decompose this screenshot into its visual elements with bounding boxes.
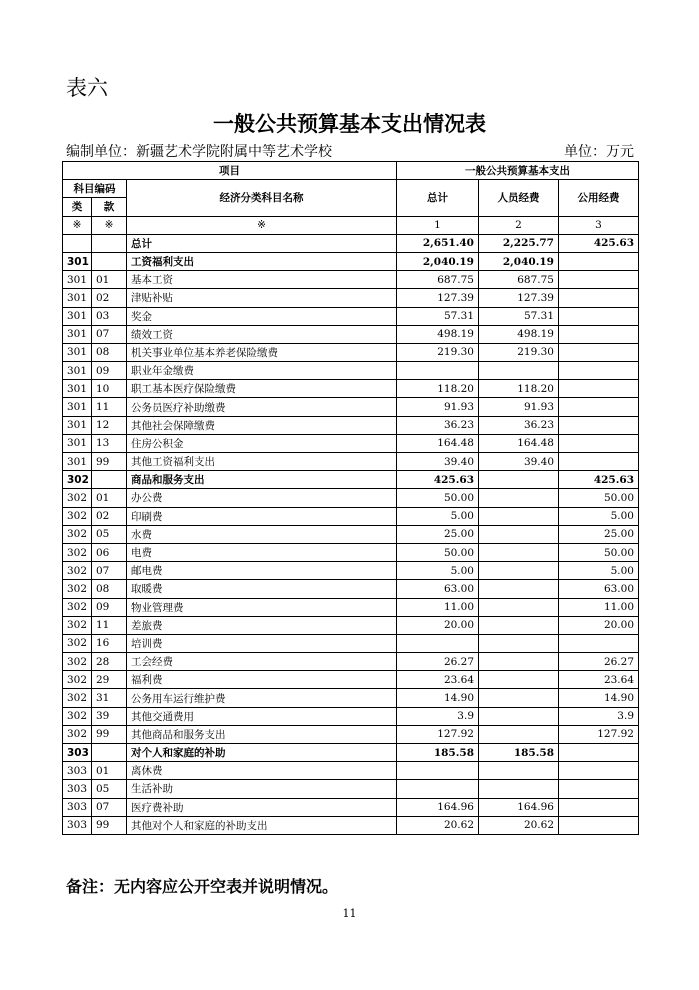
class-code-cell: 301 xyxy=(63,362,92,380)
class-code-cell: 301 xyxy=(63,416,92,434)
personnel-cell xyxy=(479,707,559,725)
class-code-cell: 302 xyxy=(63,543,92,561)
public-cell: 50.00 xyxy=(559,543,639,561)
item-code-cell: 02 xyxy=(92,289,127,307)
subject-name-cell: 商品和服务支出 xyxy=(127,471,397,489)
class-code-cell xyxy=(63,234,92,252)
table-row xyxy=(63,653,639,671)
personnel-cell xyxy=(479,543,559,561)
table-row xyxy=(63,289,639,307)
table-row xyxy=(63,580,639,598)
total-cell: 50.00 xyxy=(397,489,479,507)
public-cell: 63.00 xyxy=(559,580,639,598)
subject-name-cell: 培训费 xyxy=(127,634,397,652)
class-code-cell: 302 xyxy=(63,671,92,689)
budget-table xyxy=(62,161,639,835)
public-cell xyxy=(559,762,639,780)
item-code-cell: 07 xyxy=(92,562,127,580)
subject-name-cell: 津贴补贴 xyxy=(127,289,397,307)
subject-name-cell: 工会经费 xyxy=(127,653,397,671)
class-code-cell: 302 xyxy=(63,562,92,580)
total-cell: 11.00 xyxy=(397,598,479,616)
class-code-cell: 303 xyxy=(63,762,92,780)
public-cell: 50.00 xyxy=(559,489,639,507)
personnel-cell: 2,225.77 xyxy=(479,234,559,252)
public-cell: 5.00 xyxy=(559,562,639,580)
table-label: 表六 xyxy=(66,76,108,100)
total-cell: 23.64 xyxy=(397,671,479,689)
item-code-cell: 11 xyxy=(92,398,127,416)
subject-name-cell: 办公费 xyxy=(127,489,397,507)
item-code-cell: 08 xyxy=(92,343,127,361)
table-row xyxy=(63,252,639,270)
header-total: 总计 xyxy=(397,180,479,216)
item-code-cell: 11 xyxy=(92,616,127,634)
header-row-4 xyxy=(63,216,639,234)
total-cell xyxy=(397,362,479,380)
class-code-cell: 302 xyxy=(63,653,92,671)
subject-name-cell: 住房公积金 xyxy=(127,434,397,452)
table-row xyxy=(63,398,639,416)
subject-name-cell: 其他工资福利支出 xyxy=(127,453,397,471)
total-cell: 20.00 xyxy=(397,616,479,634)
personnel-cell: 219.30 xyxy=(479,343,559,361)
total-cell: 25.00 xyxy=(397,525,479,543)
subject-name-cell: 福利费 xyxy=(127,671,397,689)
item-code-cell: 07 xyxy=(92,798,127,816)
personnel-cell xyxy=(479,362,559,380)
class-code-cell: 302 xyxy=(63,507,92,525)
page-title: 一般公共预算基本支出情况表 xyxy=(213,112,486,136)
table-row xyxy=(63,362,639,380)
subject-name-cell: 绩效工资 xyxy=(127,325,397,343)
table-row xyxy=(63,707,639,725)
subject-name-cell: 差旅费 xyxy=(127,616,397,634)
personnel-cell xyxy=(479,653,559,671)
public-cell: 26.27 xyxy=(559,653,639,671)
public-cell xyxy=(559,343,639,361)
subject-name-cell: 电费 xyxy=(127,543,397,561)
public-cell: 25.00 xyxy=(559,525,639,543)
personnel-cell: 39.40 xyxy=(479,453,559,471)
header-row-2 xyxy=(63,180,639,198)
subject-name-cell: 其他社会保障缴费 xyxy=(127,416,397,434)
header-project: 项目 xyxy=(63,162,397,180)
subject-name-cell: 职工基本医疗保险缴费 xyxy=(127,380,397,398)
class-code-cell: 301 xyxy=(63,252,92,270)
subject-name-cell: 职业年金缴费 xyxy=(127,362,397,380)
total-cell: 185.58 xyxy=(397,744,479,762)
item-code-cell xyxy=(92,234,127,252)
total-cell: 50.00 xyxy=(397,543,479,561)
personnel-cell: 118.20 xyxy=(479,380,559,398)
class-code-cell: 302 xyxy=(63,525,92,543)
table-row xyxy=(63,234,639,252)
total-cell: 14.90 xyxy=(397,689,479,707)
subject-name-cell: 总计 xyxy=(127,234,397,252)
total-cell: 498.19 xyxy=(397,325,479,343)
public-cell xyxy=(559,453,639,471)
public-cell xyxy=(559,434,639,452)
personnel-cell: 164.96 xyxy=(479,798,559,816)
item-code-cell xyxy=(92,252,127,270)
total-cell: 425.63 xyxy=(397,471,479,489)
total-cell: 127.92 xyxy=(397,725,479,743)
total-cell: 20.62 xyxy=(397,816,479,834)
public-cell xyxy=(559,816,639,834)
public-cell: 14.90 xyxy=(559,689,639,707)
item-code-cell: 01 xyxy=(92,762,127,780)
table-row xyxy=(63,453,639,471)
class-code-cell: 303 xyxy=(63,816,92,834)
mark-cell: ※ xyxy=(92,216,127,234)
subject-name-cell: 公务用车运行维护费 xyxy=(127,689,397,707)
personnel-cell: 687.75 xyxy=(479,271,559,289)
table-row xyxy=(63,489,639,507)
table-row xyxy=(63,562,639,580)
subject-name-cell: 基本工资 xyxy=(127,271,397,289)
public-cell xyxy=(559,744,639,762)
public-cell xyxy=(559,307,639,325)
class-code-cell: 301 xyxy=(63,434,92,452)
col-index-2: 2 xyxy=(479,216,559,234)
item-code-cell: 12 xyxy=(92,416,127,434)
personnel-cell xyxy=(479,689,559,707)
public-cell: 3.9 xyxy=(559,707,639,725)
personnel-cell: 20.62 xyxy=(479,816,559,834)
item-code-cell: 10 xyxy=(92,380,127,398)
total-cell xyxy=(397,780,479,798)
subject-name-cell: 对个人和家庭的补助 xyxy=(127,744,397,762)
total-cell: 91.93 xyxy=(397,398,479,416)
note: 备注：无内容应公开空表并说明情况。 xyxy=(66,877,339,896)
subject-name-cell: 印刷费 xyxy=(127,507,397,525)
personnel-cell: 2,040.19 xyxy=(479,252,559,270)
personnel-cell xyxy=(479,725,559,743)
item-code-cell: 99 xyxy=(92,453,127,471)
personnel-cell: 127.39 xyxy=(479,289,559,307)
table-row xyxy=(63,525,639,543)
item-code-cell: 31 xyxy=(92,689,127,707)
personnel-cell xyxy=(479,489,559,507)
item-code-cell: 29 xyxy=(92,671,127,689)
table-row xyxy=(63,507,639,525)
table-row xyxy=(63,307,639,325)
header-code: 科目编码 xyxy=(63,180,127,198)
personnel-cell xyxy=(479,616,559,634)
item-code-cell: 01 xyxy=(92,489,127,507)
subject-name-cell: 医疗费补助 xyxy=(127,798,397,816)
table-body xyxy=(63,234,639,834)
public-cell: 425.63 xyxy=(559,234,639,252)
org-line xyxy=(66,141,634,161)
public-cell xyxy=(559,634,639,652)
personnel-cell: 91.93 xyxy=(479,398,559,416)
col-index-1: 1 xyxy=(397,216,479,234)
class-code-cell: 302 xyxy=(63,489,92,507)
total-cell: 39.40 xyxy=(397,453,479,471)
total-cell: 219.30 xyxy=(397,343,479,361)
total-cell: 57.31 xyxy=(397,307,479,325)
personnel-cell xyxy=(479,580,559,598)
item-code-cell: 99 xyxy=(92,725,127,743)
item-code-cell: 09 xyxy=(92,598,127,616)
class-code-cell: 302 xyxy=(63,580,92,598)
public-cell xyxy=(559,289,639,307)
class-code-cell: 301 xyxy=(63,289,92,307)
mark-cell: ※ xyxy=(63,216,92,234)
item-code-cell: 99 xyxy=(92,816,127,834)
class-code-cell: 301 xyxy=(63,307,92,325)
table-row xyxy=(63,762,639,780)
header-item: 款 xyxy=(92,198,127,216)
table-row xyxy=(63,343,639,361)
total-cell: 5.00 xyxy=(397,507,479,525)
personnel-cell xyxy=(479,671,559,689)
personnel-cell: 57.31 xyxy=(479,307,559,325)
table-row xyxy=(63,780,639,798)
personnel-cell xyxy=(479,762,559,780)
table-row xyxy=(63,380,639,398)
public-cell xyxy=(559,325,639,343)
table-row xyxy=(63,434,639,452)
public-cell: 20.00 xyxy=(559,616,639,634)
subject-name-cell: 其他交通费用 xyxy=(127,707,397,725)
total-cell: 2,040.19 xyxy=(397,252,479,270)
table-row xyxy=(63,744,639,762)
public-cell: 425.63 xyxy=(559,471,639,489)
item-code-cell xyxy=(92,744,127,762)
subject-name-cell: 工资福利支出 xyxy=(127,252,397,270)
public-cell xyxy=(559,416,639,434)
personnel-cell xyxy=(479,507,559,525)
public-cell: 11.00 xyxy=(559,598,639,616)
public-cell xyxy=(559,780,639,798)
public-cell xyxy=(559,271,639,289)
table-row xyxy=(63,271,639,289)
total-cell: 127.39 xyxy=(397,289,479,307)
table-row xyxy=(63,816,639,834)
public-cell: 5.00 xyxy=(559,507,639,525)
personnel-cell xyxy=(479,562,559,580)
total-cell xyxy=(397,634,479,652)
header-personnel: 人员经费 xyxy=(479,180,559,216)
class-code-cell: 302 xyxy=(63,707,92,725)
subject-name-cell: 奖金 xyxy=(127,307,397,325)
item-code-cell: 02 xyxy=(92,507,127,525)
class-code-cell: 303 xyxy=(63,744,92,762)
header-budget: 一般公共预算基本支出 xyxy=(397,162,639,180)
table-row xyxy=(63,416,639,434)
class-code-cell: 301 xyxy=(63,343,92,361)
item-code-cell: 05 xyxy=(92,780,127,798)
table-row xyxy=(63,471,639,489)
item-code-cell: 16 xyxy=(92,634,127,652)
unit-label: 单位：万元 xyxy=(564,144,634,160)
class-code-cell: 303 xyxy=(63,780,92,798)
org-name: 编制单位：新疆艺术学院附属中等艺术学校 xyxy=(66,144,332,160)
item-code-cell: 06 xyxy=(92,543,127,561)
mark-cell: ※ xyxy=(127,216,397,234)
item-code-cell: 39 xyxy=(92,707,127,725)
subject-name-cell: 其他对个人和家庭的补助支出 xyxy=(127,816,397,834)
public-cell xyxy=(559,362,639,380)
total-cell: 36.23 xyxy=(397,416,479,434)
personnel-cell: 498.19 xyxy=(479,325,559,343)
total-cell: 5.00 xyxy=(397,562,479,580)
personnel-cell xyxy=(479,598,559,616)
col-index-3: 3 xyxy=(559,216,639,234)
class-code-cell: 302 xyxy=(63,725,92,743)
table-row xyxy=(63,634,639,652)
page-number: 11 xyxy=(342,907,357,920)
table-row xyxy=(63,671,639,689)
subject-name-cell: 公务员医疗补助缴费 xyxy=(127,398,397,416)
header-row-1 xyxy=(63,162,639,180)
class-code-cell: 302 xyxy=(63,634,92,652)
class-code-cell: 301 xyxy=(63,380,92,398)
table-row xyxy=(63,616,639,634)
header-public: 公用经费 xyxy=(559,180,639,216)
total-cell xyxy=(397,762,479,780)
item-code-cell: 05 xyxy=(92,525,127,543)
total-cell: 164.48 xyxy=(397,434,479,452)
personnel-cell xyxy=(479,634,559,652)
personnel-cell: 36.23 xyxy=(479,416,559,434)
class-code-cell: 302 xyxy=(63,616,92,634)
table-row xyxy=(63,543,639,561)
item-code-cell xyxy=(92,471,127,489)
public-cell xyxy=(559,398,639,416)
class-code-cell: 301 xyxy=(63,271,92,289)
personnel-cell: 185.58 xyxy=(479,744,559,762)
total-cell: 3.9 xyxy=(397,707,479,725)
class-code-cell: 301 xyxy=(63,398,92,416)
item-code-cell: 08 xyxy=(92,580,127,598)
personnel-cell xyxy=(479,525,559,543)
subject-name-cell: 其他商品和服务支出 xyxy=(127,725,397,743)
personnel-cell xyxy=(479,780,559,798)
public-cell xyxy=(559,380,639,398)
table-row xyxy=(63,598,639,616)
table-row xyxy=(63,689,639,707)
table-row xyxy=(63,798,639,816)
public-cell xyxy=(559,252,639,270)
personnel-cell: 164.48 xyxy=(479,434,559,452)
total-cell: 164.96 xyxy=(397,798,479,816)
total-cell: 118.20 xyxy=(397,380,479,398)
header-class: 类 xyxy=(63,198,92,216)
class-code-cell: 301 xyxy=(63,453,92,471)
personnel-cell xyxy=(479,471,559,489)
item-code-cell: 13 xyxy=(92,434,127,452)
class-code-cell: 301 xyxy=(63,325,92,343)
item-code-cell: 03 xyxy=(92,307,127,325)
subject-name-cell: 物业管理费 xyxy=(127,598,397,616)
subject-name-cell: 取暖费 xyxy=(127,580,397,598)
public-cell: 127.92 xyxy=(559,725,639,743)
subject-name-cell: 生活补助 xyxy=(127,780,397,798)
subject-name-cell: 离休费 xyxy=(127,762,397,780)
class-code-cell: 302 xyxy=(63,598,92,616)
subject-name-cell: 机关事业单位基本养老保险缴费 xyxy=(127,343,397,361)
total-cell: 687.75 xyxy=(397,271,479,289)
class-code-cell: 302 xyxy=(63,689,92,707)
item-code-cell: 01 xyxy=(92,271,127,289)
subject-name-cell: 邮电费 xyxy=(127,562,397,580)
item-code-cell: 28 xyxy=(92,653,127,671)
total-cell: 26.27 xyxy=(397,653,479,671)
header-name: 经济分类科目名称 xyxy=(127,180,397,216)
public-cell: 23.64 xyxy=(559,671,639,689)
item-code-cell: 09 xyxy=(92,362,127,380)
class-code-cell: 302 xyxy=(63,471,92,489)
class-code-cell: 303 xyxy=(63,798,92,816)
table-row xyxy=(63,725,639,743)
public-cell xyxy=(559,798,639,816)
total-cell: 63.00 xyxy=(397,580,479,598)
table-row xyxy=(63,325,639,343)
item-code-cell: 07 xyxy=(92,325,127,343)
subject-name-cell: 水费 xyxy=(127,525,397,543)
total-cell: 2,651.40 xyxy=(397,234,479,252)
